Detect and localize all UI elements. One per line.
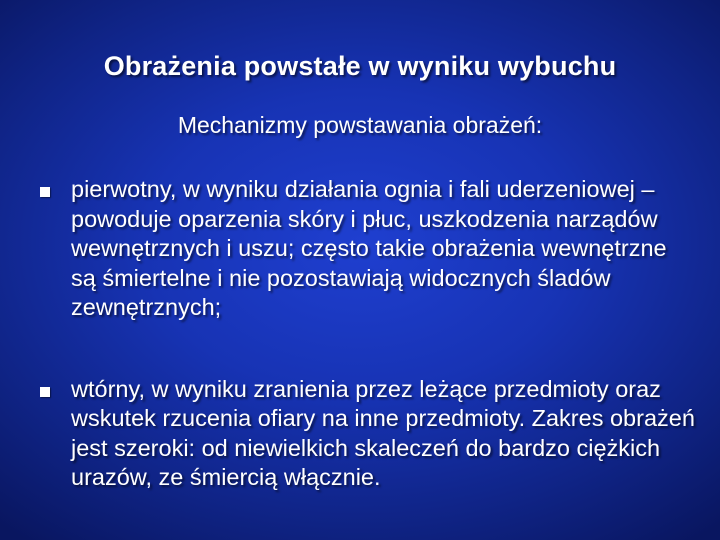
square-bullet-icon: [40, 187, 50, 197]
bullet-item-primary: [36, 175, 696, 323]
slide-title: Obrażenia powstałe w wyniku wybuchu: [103, 51, 617, 81]
bullet-list: [36, 175, 696, 493]
square-bullet-icon: [40, 387, 50, 397]
bullet-text: pierwotny, w wyniku działania ognia i fali uderzeniowej – powoduje oparzenia skóry i płuc, uszkodzenia narządów wewnętrznych i uszu; często takie obrażenia wewnętrzne są śmiertelne i nie pozostawiają widocznych śladów zewnętrznych;: [71, 176, 667, 320]
bullet-item-secondary: [36, 375, 696, 493]
slide-subtitle: Mechanizmy powstawania obrażeń:: [177, 112, 543, 138]
bullet-text: wtórny, w wyniku zranienia przez leżące przedmioty oraz wskutek rzucenia ofiary na inne przedmioty. Zakres obrażeń jest szeroki: od niewielkich skaleczeń do bardzo ciężkich urazów, ze śmiercią włącznie.: [71, 375, 695, 490]
